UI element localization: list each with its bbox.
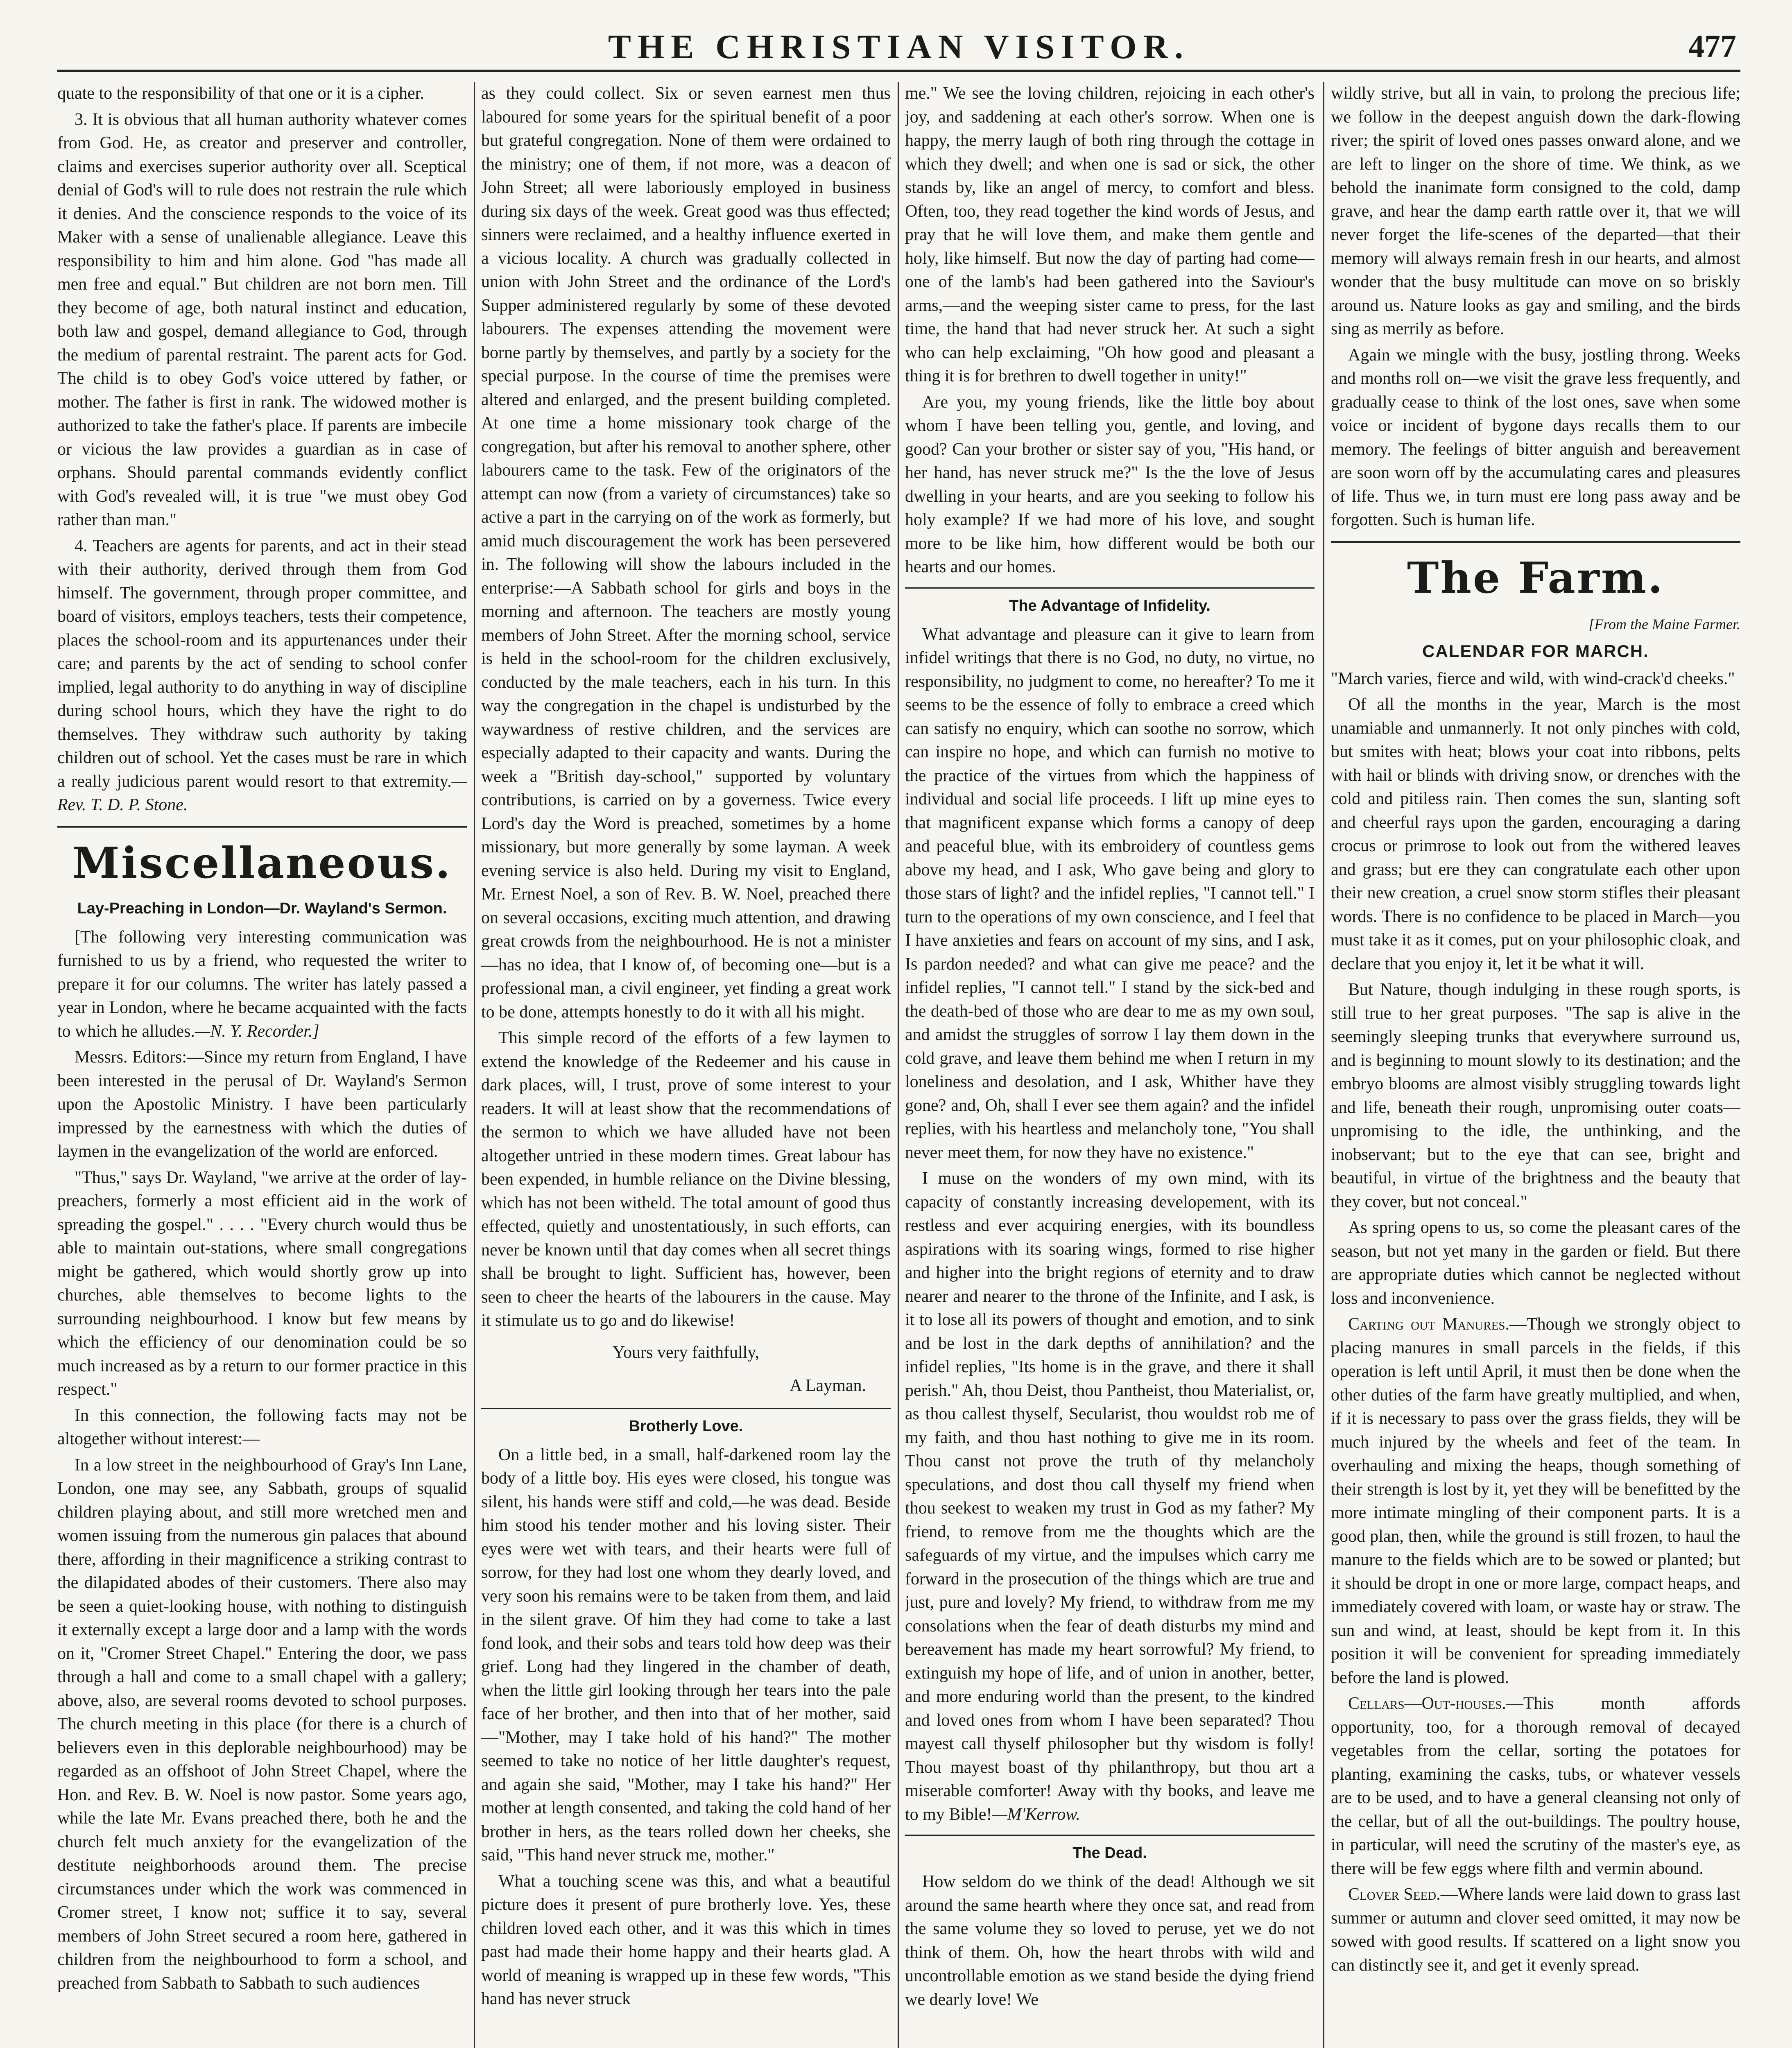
paragraph: [57, 926, 467, 1044]
author-signature: —Rev. T. D. P. Stone.: [57, 772, 467, 814]
section-heading-miscellaneous: Miscellaneous.: [72, 837, 452, 888]
paragraph: 3. It is obvious that all human authority whatever comes from God. He, as creator and preserver and controller, claims and exercises superior authority over all. Sceptical denial of God's will to rule does not restrain the rule which it denies. And the conscience responds to the voice of its Maker with a sense of unalienable allegiance. Leave this responsibility to him and him alone. God "has made all men free and equal." But children are not born men. Till they become of age, both natural instinct and education, both law and gospel, demand allegiance to God, through the medium of parental restraint. The parent acts for God. The child is to obey God's voice uttered by father, or mother. The father is first in rank. The widowed mother is authorized to take the father's place. If parents are imbecile or vicious the law provides a guardian as in case of orphans. Should parental commands evidently conflict with God's revealed will, it is true "we must obey God rather than man.": [57, 110, 467, 529]
subheading: Clover Seed.: [1348, 1885, 1441, 1904]
paragraph: [1331, 1692, 1740, 1880]
paragraph-text: —Where lands were laid down to grass last summer or autumn and clover seed omitted, it may now be sowed with good results. If scattered on a light snow you can distinctly see it, and get it evenly spread.: [1331, 1885, 1740, 1975]
paragraph: Of all the months in the year, March is the most unamiable and unmannerly. It not only pinches with cold, but smites with heat; blows your coat into ribbons, pelts with hail or blinds with driving snow, or drenches with the cold and pitiless rain. Then comes the sun, slanting soft and cheerful rays upon the garden, encouraging a daring crocus or primrose to look out from the withered leaves and grass; but ere they can congratulate each other upon their new creation, a cruel snow storm stifles their pleasant words. There is no confidence to be placed in March—you must take it as it comes, put on your philosophic cloak, and declare that you enjoy it, let it be what it will.: [1331, 695, 1740, 973]
letter-signature: A Layman.: [790, 1376, 866, 1395]
paragraph: What a touching scene was this, and what a beautiful picture does it present of pure brotherly love. Yes, these children loved each other, and it was this which in times past had made their home happy and their hearts glad. A world of meaning is wrapped up in these few words, "This hand has never struck: [481, 1871, 891, 2008]
paragraph: In this connection, the following facts may not be altogether without interest:—: [57, 1406, 467, 1448]
subheading: Carting out Manures.: [1348, 1315, 1509, 1334]
source-credit: —N. Y. Recorder.]: [195, 1022, 319, 1041]
paragraph: [57, 535, 467, 817]
text-columns: [57, 82, 1740, 2048]
page-header: [57, 25, 1740, 72]
paragraph: In a low street in the neighbourhood of Gray's Inn Lane, London, one may see, any Sabbath, groups of squalid children playing about, and still more wretched men and women issuing from the numerous gin palaces that abound there, affording in their magnificence a striking contrast to the dilapidated abodes of their customers. There also may be seen a quiet-looking house, with nothing to distinguish it externally except a large door and a lamp with the words on it, "Cromer Street Chapel." Entering the door, we pass through a hall and come to a small chapel with a gallery; above, also, are several rooms devoted to school purposes. The church meeting in this place (for there is a church of believers even in this deplorable neighbourhood) may be regarded as an offshoot of John Street Chapel, where the Hon. and Rev. B. W. Noel is now pastor. Some years ago, while the late Mr. Evans preached there, both he and the church felt much anxiety for the evangelization of the destitute neighborhoods around them. The precise circumstances under which the work was commenced in Cromer street, I know not; suffice it to say, several members of John Street secured a room here, gathered in children from the neighbourhood to form a school, and preached from Sabbath to Sabbath to such audiences: [57, 1455, 467, 1993]
column-1: [57, 82, 467, 2048]
paragraph-text: —Though we strongly object to placing manures in small parcels in the fields, if this operation is left until April, it must then be done when the other duties of the farm have greatly multiplied, and when, if it is necessary to pass over the grass fields, they will be much injured by the wheels and feet of the team. In overhauling and mixing the heaps, though something of their strength is lost by it, yet they will be benefitted by the more intimate mingling of their component parts. It is a good plan, then, while the ground is still frozen, to haul the manure to the fields which are to be sowed or planted; but it should be dropt in one or more large, compact heaps, and immediately covered with loam, or waste hay or straw. The sun and wind, at least, should be kept from it. In this position it will be convenient for spreading immediately before the land is plowed.: [1331, 1315, 1740, 1687]
source-credit: [From the Maine Farmer.: [1588, 616, 1740, 632]
paragraph-text: I muse on the wonders of my own mind, with its capacity of constantly increasing developement, with its restless and ever acquiring energies, with its boundless aspirations with its soaring wings, formed to rise higher and higher into the bright regions of eternity and to draw nearer and nearer to the throne of the Infinite, and I ask, is it to lose all its powers of thought and emotion, and to sink and be lost in the dark depths of annihilation? and the infidel replies, "Its home is in the grave, and there it shall perish." Ah, thou Deist, thou Pantheist, thou Materialist, or, as thou callest thyself, Secularist, thou wouldst rob me of my faith, and thou hast nothing to give me in its room. Thou canst not prove the truth of thy melancholy speculations, and dost thou call thyself my friend when thou seekest to weaken my trust in God as my father? My friend, to remove from me the thoughts which are the safeguards of my virtue, and the impulses which carry me forward in the prosecution of the things which are true and just, pure and lovely? My friend, to withdraw from me my consolations when the fear of death disturbs my mind and bereavement has made my heart sorrowful? My friend, to extinguish my hope of life, and of union in another, better, and more enduring world than the present, to the kindred and loved ones from whom I have been separated? Thou mayest call thyself philosopher but thy wisdom is folly! Thou mayest boast of thy philanthropy, but thou art a miserable comforter! Away with thy books, and leave me to my Bible!: [905, 1169, 1315, 1824]
article-title: The Dead.: [1072, 1844, 1147, 1862]
paragraph: This simple record of the efforts of a few laymen to extend the knowledge of the Redeemer and his cause in dark places, will, I trust, prove of some interest to your readers. It will at least show that the recommendations of the sermon to which we have alluded have not been altogether untried in these modern times. Great labour has been expended, in humble reliance on the Divine blessing, which has not been witheld. The total amount of good thus effected, quietly and unostentatiously, in such efforts, can never be known until that day comes when all secret things shall be brought to light. Sufficient has, however, been seen to cheer the hearts of the labourers in the cause. May it stimulate us to go and do likewise!: [481, 1029, 891, 1330]
column-divider: [474, 82, 475, 2048]
column-3: [905, 82, 1315, 2048]
paragraph: As spring opens to us, so come the pleasant cares of the season, but not yet many in the garden or field. But there are appropriate duties which cannot be neglected without loss and inconvenience.: [1331, 1218, 1740, 1308]
epigraph: "March varies, fierce and wild, with wind-crack'd cheeks.": [1331, 669, 1735, 688]
column-divider: [898, 82, 899, 2048]
letter-valediction: Yours very faithfully,: [612, 1343, 760, 1362]
paragraph: me." We see the loving children, rejoicing in each other's joy, and saddening at each other's sorrow. When one is happy, the merry laugh of both ring through the cottage in which they dwell; and when one is sad or sick, the other stands by, like an angel of mercy, to comfort and bless. Often, too, they read together the kind words of Jesus, and pray that he will love them, and make them gentle and holy, like himself. But now the day of parting had come—one of the lamb's had been gathered into the Saviour's arms,—and the weeping sister came to press, for the last time, the hand that had never struck her. At such a sight who can help exclaiming, "Oh how good and pleasant a thing it is for brethren to dwell together in unity!": [905, 84, 1315, 385]
column-2: [481, 82, 891, 2048]
column-divider: [1323, 82, 1324, 2048]
page-number: 477: [1688, 28, 1736, 64]
paragraph: [1331, 1313, 1740, 1690]
paragraph: What advantage and pleasure can it give to learn from infidel writings that there is no God, no duty, no virtue, no responsibility, no judgment to come, no hereafter? To me it seems to be the essence of folly to embrace a creed which can satisfy no enquiry, which can soothe no sorrow, which can inspire no hope, and which can furnish no motive to the practice of the virtues from which the happiness of individual and social life proceeds. I lift up mine eyes to that magnificent expanse which forms a canopy of deep and peaceful blue, with its embroidery of countless gems above my head, and I ask, Who gave being and glory to those stars of light? and the infidel replies, "I cannot tell." I turn to the operations of my own conscience, and I feel that I have anxieties and fears on account of my sins, and I ask, Is pardon needed? and what can give me peace? and the infidel replies, "I cannot tell." I stand by the sick-bed and the death-bed of those who are dear to me as my own soul, and amidst the struggles of sorrow I lay them down in the cold grave, and leave them behind me when I return in my loneliness and desolation, and I ask, Whither have they gone? and, Oh, shall I ever see them again? and the infidel replies, with his heartless and melancholy tone, "You shall never meet them, for now they have no existence.": [905, 625, 1315, 1162]
paragraph: "Thus," says Dr. Wayland, "we arrive at the order of lay-preachers, formerly a most efficient aid in the work of spreading the gospel." . . . . "Every church would thus be able to maintain out-stations, where small congregations might be gathered, which would shortly grow up into churches, able themselves to become lights to the surrounding neighbourhood. I know but few means by which the efficiency of our denomination could be so much increased as by a return to our former practice in this respect.": [57, 1168, 467, 1399]
paragraph: Again we mingle with the busy, jostling throng. Weeks and months roll on—we visit the grave less frequently, and gradually cease to think of the lost ones, save when some voice or incident of bygone days recalls them to our memory. The feelings of bitter anguish and bereavement are soon worn off by the accumulating cares and pleasures of life. Thus we, in turn must ere long pass away and be forgotten. Such is human life.: [1331, 345, 1740, 529]
paragraph: wildly strive, but all in vain, to prolong the precious life; we follow in the deepest anguish down the dark-flowing river; the spirit of loved ones passes onward alone, and we are left to linger on the shore of time. We think, as we behold the inanimate form consigned to the cold, damp grave, and hear the damp earth rattle over it, that we will never forget the life-scenes of the departed—that their memory will always remain fresh in our hearts, and almost wonder that the busy multitude can move on so briskly around us. Nature looks as gay and smiling, and the birds sing as merrily as before.: [1331, 84, 1740, 338]
paragraph: as they could collect. Six or seven earnest men thus laboured for some years for the spiritual benefit of a poor but grateful congregation. None of them were ordained to the ministry; one of them, if not more, was a deacon of John Street; all were laboriously employed in business during six days of the week. Great good was thus effected; sinners were reclaimed, and a healthy influence exerted in a vicious locality. A church was gradually collected in union with John Street and the ordinance of the Lord's Supper administered regularly by some of these devoted labourers. The expenses attending the movement were borne partly by themselves, and partly by a society for the special purpose. In the course of time the premises were altered and enlarged, and the present building completed. At one time a home missionary took charge of the congregation, but after his removal to another sphere, other labourers came to the task. Few of the originators of the attempt can now (from a variety of circumstances) take so active a part in the carrying on of the work as formerly, but amid much discouragement the work has been persevered in. The following will show the labours included in the enterprise:—A Sabbath school for girls and boys in the morning and afternoon. The teachers are mostly young members of John Street. After the morning school, service is held in the school-room for the children exclusively, conducted by the male teachers, each in his turn. In this way the congregation in the chapel is undisturbed by the waywardness of restive children, and the services are especially adapted to their capacity and wants. During the week a "British day-school," supported by voluntary contributions, is carried on by a governess. Twice every Lord's day the Word is preached, sometimes by a home missionary, but more generally by some layman. A week evening service is also held. During my visit to England, Mr. Ernest Noel, a son of Rev. B. W. Noel, preached there on several occasions, exciting much attention, and drawing great crowds from the neighbourhood. He is not a minister—has no idea, that I know of, of becoming one—but is a professional man, a civil engineer, yet finding a great work to be done, attempts honestly to do it with all his might.: [481, 84, 891, 1022]
paragraph: [905, 1167, 1315, 1826]
paragraph: quate to the responsibility of that one or it is a cipher.: [57, 84, 424, 103]
article-title: Brotherly Love.: [629, 1417, 743, 1435]
article-title: CALENDAR FOR MARCH.: [1422, 641, 1649, 661]
paragraph: Are you, my young friends, like the little boy about whom I have been telling you, gentle, and loving, and good? Can your brother or sister say of you, "His hand, or her hand, has never struck me?" Is the the love of Jesus dwelling in your hearts, and are you seeking to follow his holy example? If we had more of his love, and sought more to be like him, how different would be both our hearts and our homes.: [905, 392, 1315, 576]
section-rule: [57, 826, 467, 828]
article-rule: [481, 1408, 891, 1409]
paragraph: [1331, 1883, 1740, 1977]
paragraph-text: —This month affords opportunity, too, for a thorough removal of decayed vegetables from the cellar, sorting the potatoes for planting, examining the casks, tubs, or whatever vessels are to be used, and to have a general cleansing not only of the cellar, but of all the out-buildings. The poultry house, in particular, will need the scrutiny of the master's eye, as there will be few eggs where filth and vermin abound.: [1331, 1694, 1740, 1878]
section-heading-farm: The Farm.: [1407, 552, 1664, 603]
paragraph: But Nature, though indulging in these rough sports, is still true to her great purposes. "The sap is alive in the seemingly sleeping trunks that everywhere surround us, and is beginning to mount slowly to its destination; and the embryo blooms are almost visibly struggling towards light and life, beneath their rough, unpromising outer coats—unpromising to the idle, the unthinking, and the inobservant; but to the eye that can see, bright and beautiful, in virtue of the brightness and the beauty that they cover, but not conceal.": [1331, 980, 1740, 1211]
section-rule: [1331, 541, 1740, 543]
paragraph-text: 4. Teachers are agents for parents, and act in their stead with their authority, derived through them from God himself. The government, through proper committee, and board of visitors, employs teachers, tests their competence, places the school-room and its appurtenances under their care; and parents by the act of sending to school confer implied, legal authority to do anything in way of discipline during school hours, which they have the right to do themselves. They withdraw such authority by taking children out of school. Yet the cases must be rare in which a really judicious parent would resort to that extremity.: [57, 536, 467, 791]
paragraph: How seldom do we think of the dead! Although we sit around the same hearth where they once sat, and read from the same volume they so loved to peruse, yet we do not think of them. Oh, how the heart throbs with wild and uncontrollable emotion as we stand beside the dying friend we dearly love! We: [905, 1872, 1315, 2009]
column-4: [1331, 82, 1740, 2048]
paragraph-text: [The following very interesting communication was furnished to us by a friend, who requested the writer to prepare it for our columns. The writer has lately passed a year in London, where he became acquainted with the facts to which he alludes.: [57, 927, 467, 1041]
article-rule: [905, 587, 1315, 589]
masthead-title: THE CHRISTIAN VISITOR.: [608, 28, 1190, 66]
article-title: Lay-Preaching in London—Dr. Wayland's Sermon.: [77, 899, 447, 917]
article-title: The Advantage of Infidelity.: [1009, 597, 1211, 614]
paragraph: Messrs. Editors:—Since my return from England, I have been interested in the perusal of Dr. Wayland's Sermon upon the Apostolic Ministry. I have been particularly impressed by the earnestness with which the duties of laymen in the evangelization of the world are enforced.: [57, 1048, 467, 1161]
subheading: Cellars—Out-houses.: [1348, 1694, 1506, 1713]
article-rule: [905, 1835, 1315, 1836]
author-signature: —M'Kerrow.: [992, 1805, 1080, 1824]
paragraph: On a little bed, in a small, half-darkened room lay the body of a little boy. His eyes were closed, his tongue was silent, his hands were stiff and cold,—he was dead. Beside him stood his tender mother and his loving sister. Their eyes were wet with tears, and their hearts were full of sorrow, for they had lost one whom they dearly loved, and very soon his remains were to be taken from them, and laid in the silent grave. Of him they had come to take a last fond look, and their sobs and tears told how deep was their grief. Long had they lingered in the chamber of death, when the little girl looking through her tears into the pale face of her brother, and then into that of her mother, said—"Mother, may I take hold of his hand?" The mother seemed to take no notice of her little daughter's request, and again she said, "Mother, may I take his hand?" Her mother at length consented, and taking the cold hand of her brother in hers, as the tears rolled down her cheeks, she said, "This hand never struck me, mother.": [481, 1445, 891, 1864]
